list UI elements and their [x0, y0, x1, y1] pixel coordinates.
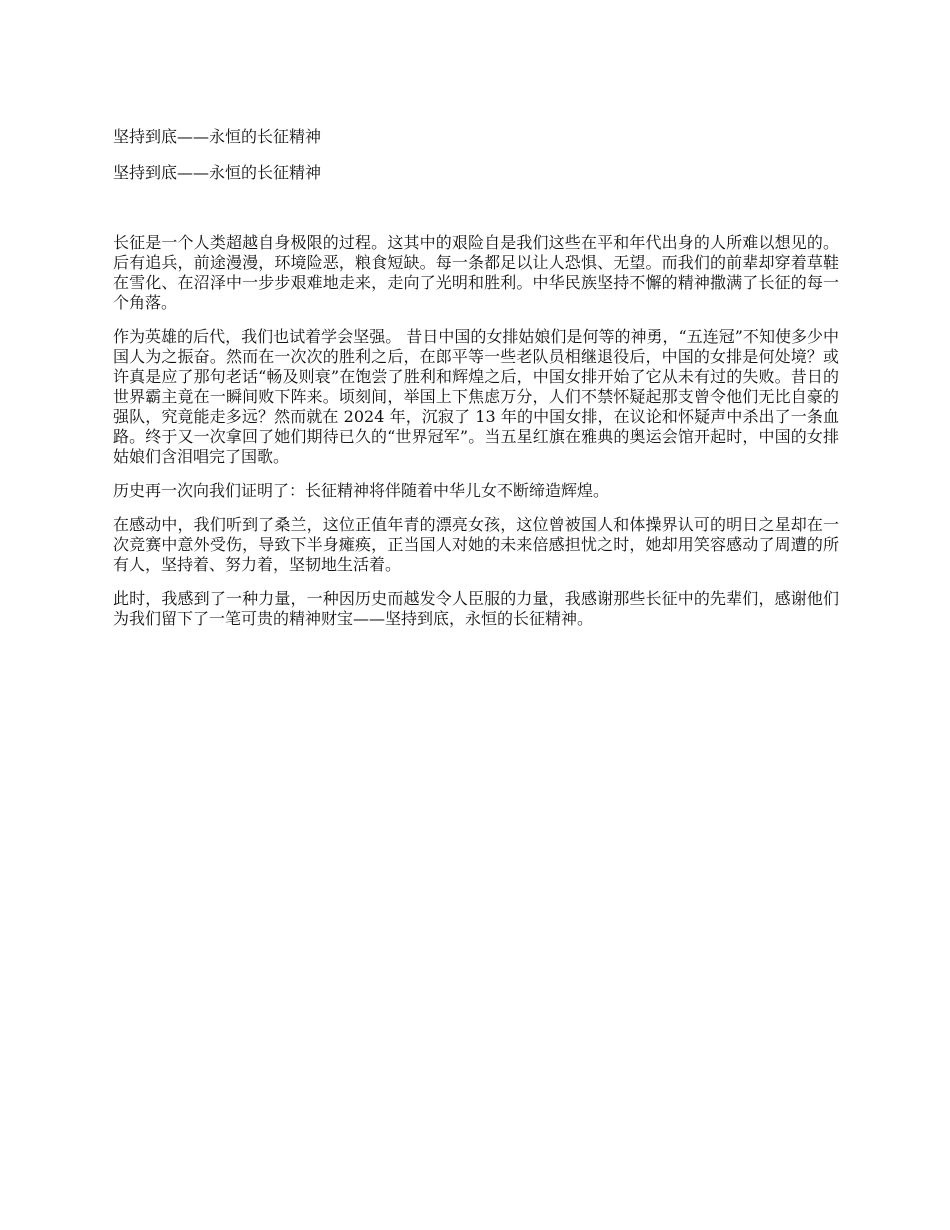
- document-title: 坚持到底——永恒的长征精神: [113, 127, 322, 146]
- document-body: [113, 233, 839, 643]
- paragraph-sang-lan: 在感动中，我们听到了桑兰，这位正值年青的漂亮女孩，这位曾被国人和体操界认可的明日之星却在一次竞赛中意外受伤，导致下半身瘫痪，正当国人对她的未来倍感担忧之时，她却用笑容感动了周遭的所有人，坚持着、努力着，坚韧地生活着。: [113, 515, 839, 574]
- paragraph-volleyball: 作为英雄的后代，我们也试着学会坚强。 昔日中国的女排姑娘们是何等的神勇，“五连冠”不知使多少中国人为之振奋。然而在一次次的胜利之后，在郎平等一些老队员相继退役后，中国的女排是何处境？或许真是应了那句老话“畅及则衰”在饱尝了胜利和辉煌之后，中国女排开始了它从未有过的失败。昔日的世界霸主竟在一瞬间败下阵来。顷刻间，举国上下焦虑万分，人们不禁怀疑起那支曾令他们无比自豪的强队，究竟能走多远？然而就在 2024 年，沉寂了 13 年的中国女排，在议论和怀疑声中杀出了一条血路。终于又一次拿回了她们期待已久的“世界冠军”。当五星红旗在雅典的奥运会馆开起时，中国的女排姑娘们含泪唱完了国歌。: [113, 327, 839, 466]
- paragraph-conclusion: 此时，我感到了一种力量，一种因历史而越发令人臣服的力量，我感谢那些长征中的先辈们，感谢他们为我们留下了一笔可贵的精神财宝——坚持到底，永恒的长征精神。: [113, 589, 839, 628]
- paragraph-long-march: 长征是一个人类超越自身极限的过程。这其中的艰险自是我们这些在平和年代出身的人所难以想见的。后有追兵，前途漫漫，环境险恶，粮食短缺。每一条都足以让人恐惧、无望。而我们的前辈却穿着草鞋在雪化、在沼泽中一步步艰难地走来，走向了光明和胜利。中华民族坚持不懈的精神撒满了长征的每一个角落。: [113, 233, 839, 312]
- paragraph-history: 历史再一次向我们证明了：长征精神将伴随着中华儿女不断缔造辉煌。: [113, 481, 610, 500]
- document-subtitle: 坚持到底——永恒的长征精神: [113, 163, 322, 182]
